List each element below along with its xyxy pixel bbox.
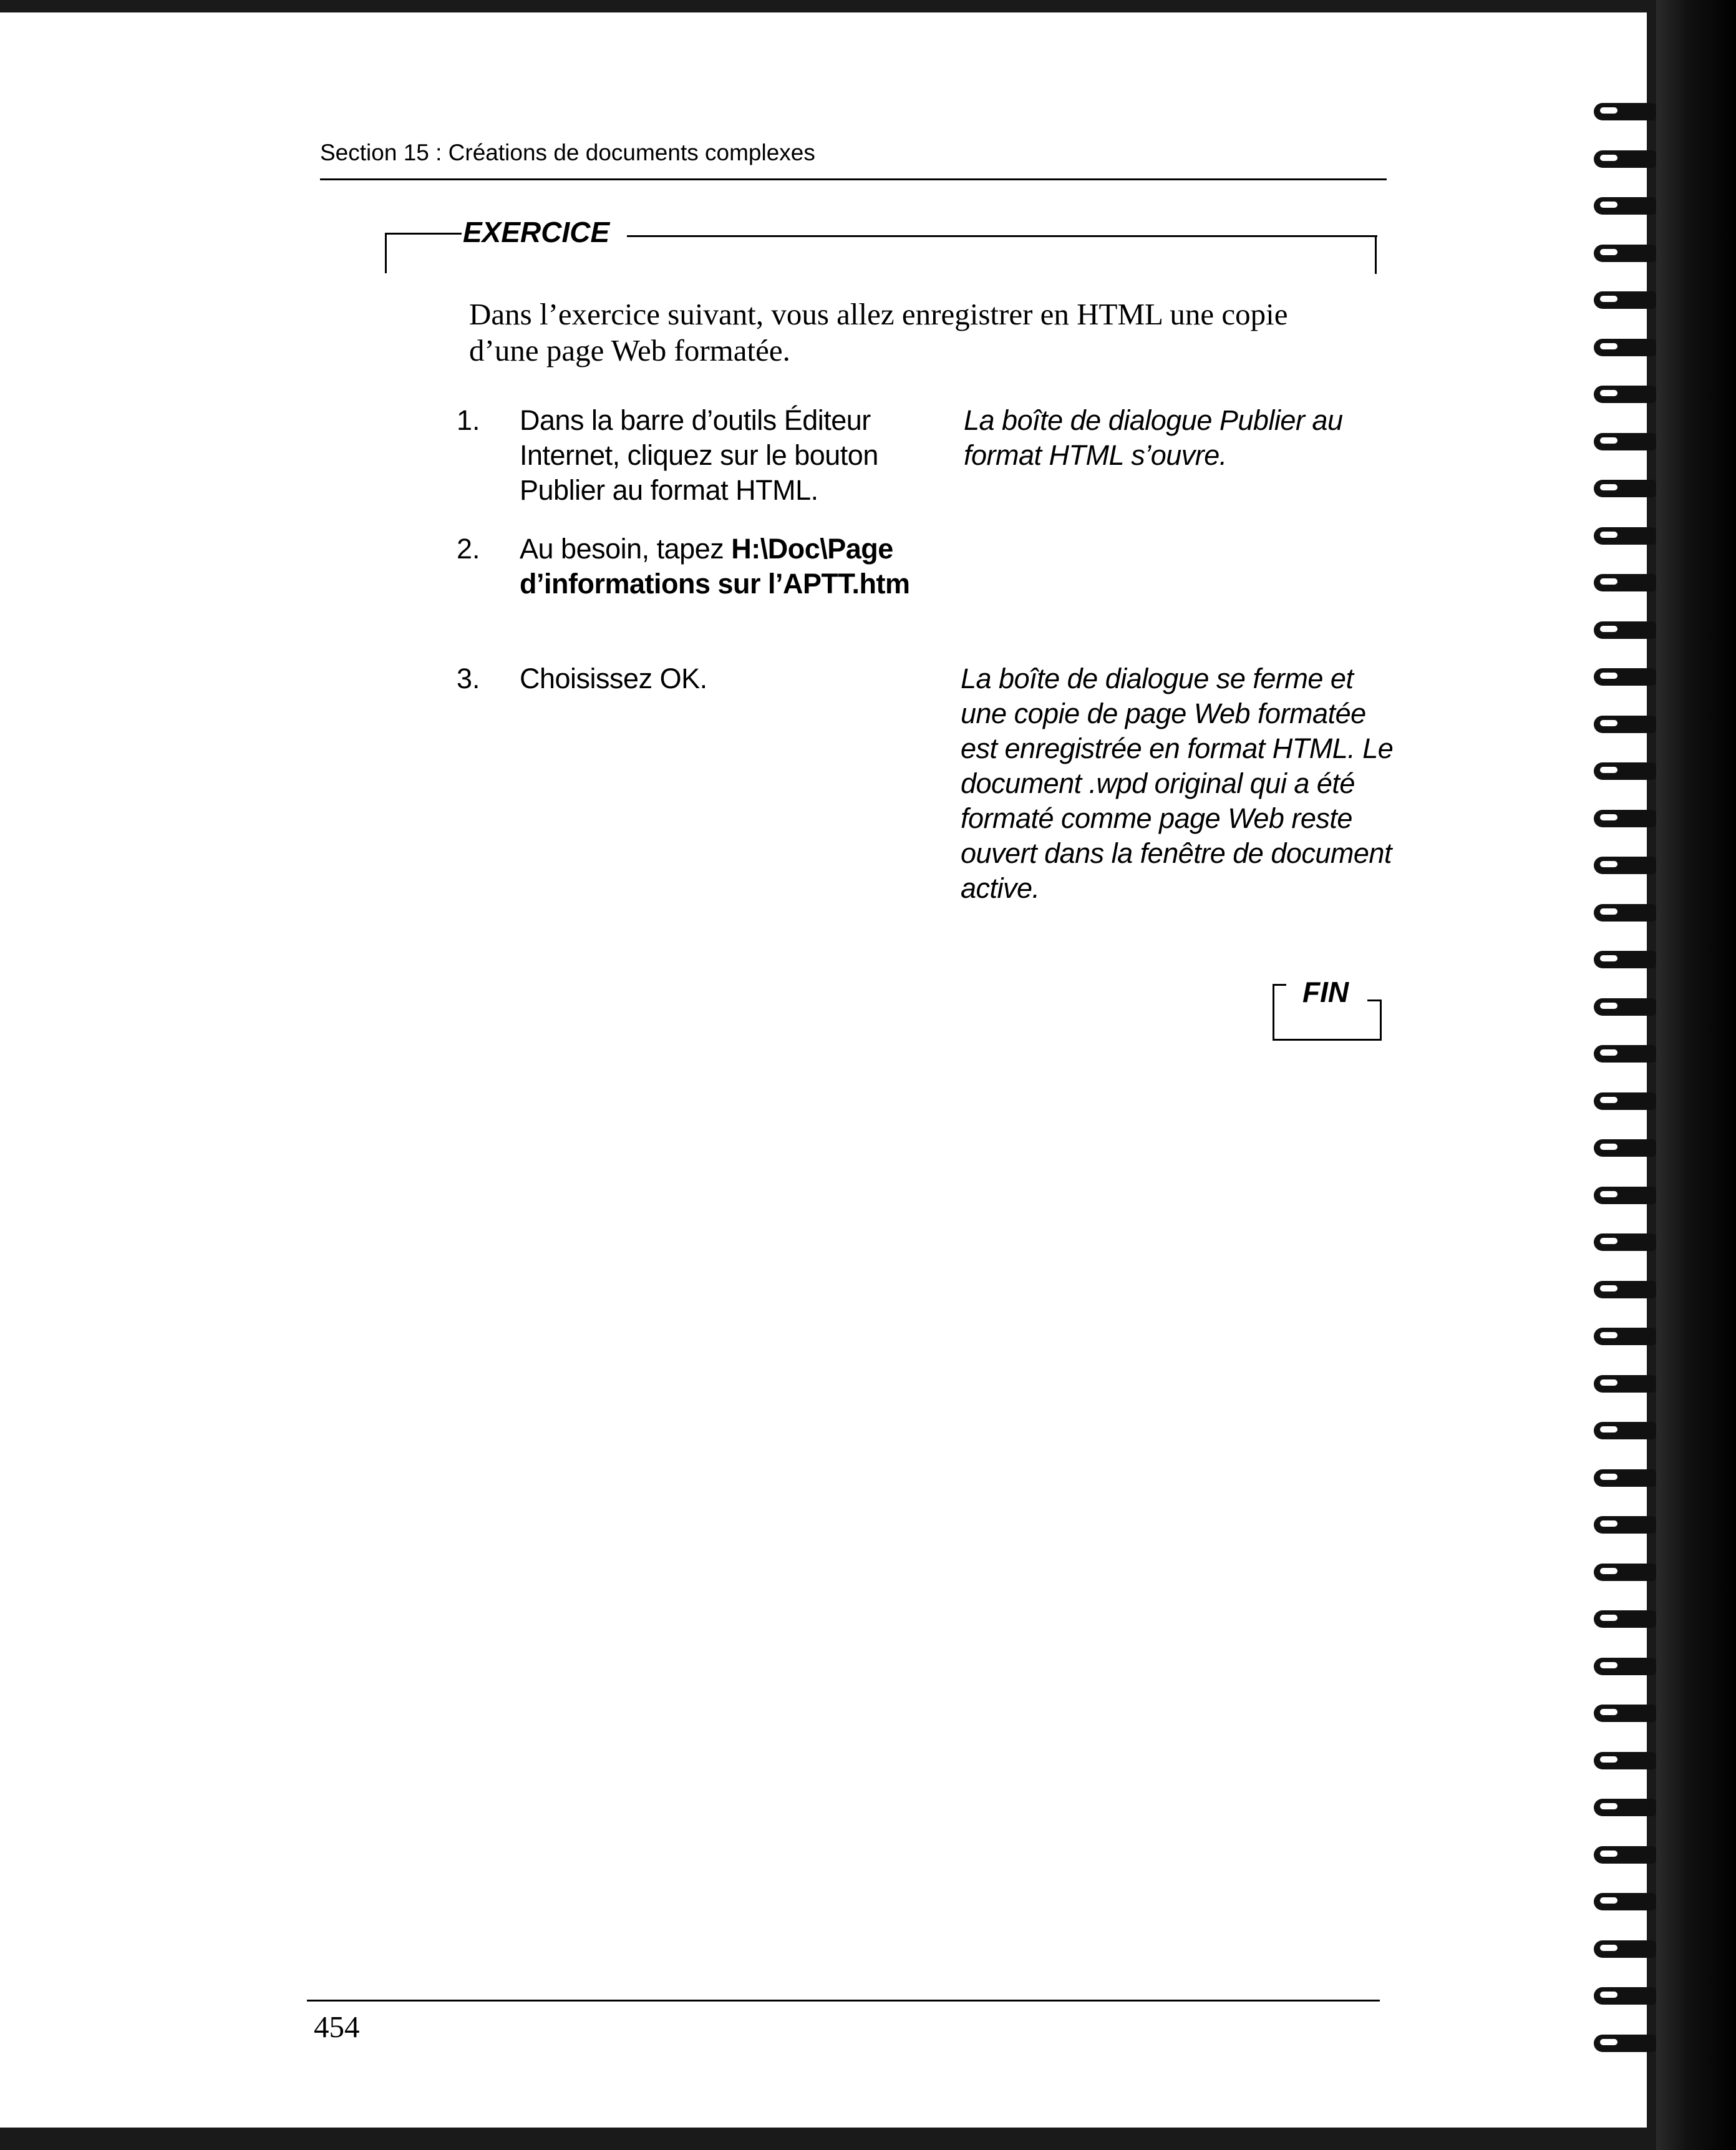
step-text: Dans la barre d’outils Éditeur Internet, cliquez sur le bouton Publier au format HTML. xyxy=(520,404,878,506)
spiral-coil xyxy=(1594,1893,1656,1910)
spiral-coil xyxy=(1594,1658,1656,1675)
spiral-coil xyxy=(1594,1846,1656,1864)
spiral-coil xyxy=(1594,433,1656,450)
spiral-coil xyxy=(1594,574,1656,591)
page-number: 454 xyxy=(314,2010,360,2044)
spiral-coil xyxy=(1594,1752,1656,1769)
document-page xyxy=(0,12,1647,2128)
spiral-coil xyxy=(1594,197,1656,215)
step-path-bold: H:\Doc\Page d’informations sur l’APTT.htm xyxy=(520,533,910,600)
spiral-coil xyxy=(1594,1045,1656,1063)
spiral-coil xyxy=(1594,716,1656,733)
spiral-coil xyxy=(1594,668,1656,686)
spiral-coil xyxy=(1594,480,1656,497)
step-text xyxy=(520,532,931,601)
step-result: La boîte de dialogue Publier au format HTML s’ouvre. xyxy=(964,404,1343,471)
spiral-coil xyxy=(1594,150,1656,168)
step-text-prefix: Au besoin, tapez xyxy=(520,533,732,565)
spiral-coil xyxy=(1594,339,1656,356)
spiral-coil xyxy=(1594,904,1656,922)
spiral-coil xyxy=(1594,1799,1656,1816)
spiral-coil xyxy=(1594,810,1656,827)
spiral-coil xyxy=(1594,1940,1656,1958)
spiral-coil xyxy=(1594,1422,1656,1439)
spiral-coil xyxy=(1594,1233,1656,1251)
header-rule xyxy=(320,178,1387,180)
spiral-coil xyxy=(1594,1281,1656,1298)
exercise-intro: Dans l’exercice suivant, vous allez enregistrer en HTML une copie d’une page Web formatée. xyxy=(469,297,1288,367)
exercise-frame-line-right xyxy=(627,235,1377,237)
exercise-title: EXERCICE xyxy=(463,216,610,248)
step-number: 3. xyxy=(457,663,480,694)
spiral-coil xyxy=(1594,1705,1656,1722)
spiral-coil xyxy=(1594,998,1656,1016)
spiral-coil xyxy=(1594,1469,1656,1487)
step-result: La boîte de dialogue se ferme et une copie de page Web formatée est enregistrée en format HTML. Le document .wpd original qui a été formaté comme page Web reste ouvert dans la fenêtre de document active. xyxy=(961,663,1394,904)
end-marker-top-right xyxy=(1367,1000,1381,1001)
spiral-coil xyxy=(1594,103,1656,120)
end-marker-top-left xyxy=(1273,984,1286,986)
end-marker-bottom xyxy=(1273,1039,1382,1041)
spiral-coil xyxy=(1594,1516,1656,1534)
spiral-coil xyxy=(1594,2035,1656,2052)
exercise-frame-right-tick xyxy=(1375,235,1377,274)
spiral-coil xyxy=(1594,1375,1656,1393)
step-number: 1. xyxy=(457,404,480,436)
spiral-coil xyxy=(1594,527,1656,545)
spiral-coil xyxy=(1594,1328,1656,1345)
step-number: 2. xyxy=(457,533,480,565)
end-label: FIN xyxy=(1302,976,1349,1008)
spiral-binding xyxy=(1594,0,1675,2150)
spiral-coil xyxy=(1594,621,1656,639)
running-head: Section 15 : Créations de documents complexes xyxy=(320,140,815,165)
spiral-coil xyxy=(1594,1564,1656,1581)
end-marker-right xyxy=(1380,1000,1382,1041)
footer-rule xyxy=(307,2000,1380,2002)
spiral-coil xyxy=(1594,245,1656,262)
end-marker-left xyxy=(1273,984,1274,1040)
spiral-coil xyxy=(1594,291,1656,309)
spiral-coil xyxy=(1594,951,1656,968)
end-marker xyxy=(1273,976,1382,1041)
spiral-coil xyxy=(1594,762,1656,780)
step-text: Choisissez OK. xyxy=(520,663,707,694)
spiral-coil xyxy=(1594,1987,1656,2005)
spiral-coil xyxy=(1594,1610,1656,1628)
exercise-frame-left-tick xyxy=(385,233,387,273)
exercise-frame-line-left xyxy=(387,233,462,235)
spiral-coil xyxy=(1594,1187,1656,1204)
spiral-coil xyxy=(1594,1139,1656,1157)
spiral-coil xyxy=(1594,857,1656,874)
spiral-coil xyxy=(1594,386,1656,403)
spiral-coil xyxy=(1594,1092,1656,1110)
